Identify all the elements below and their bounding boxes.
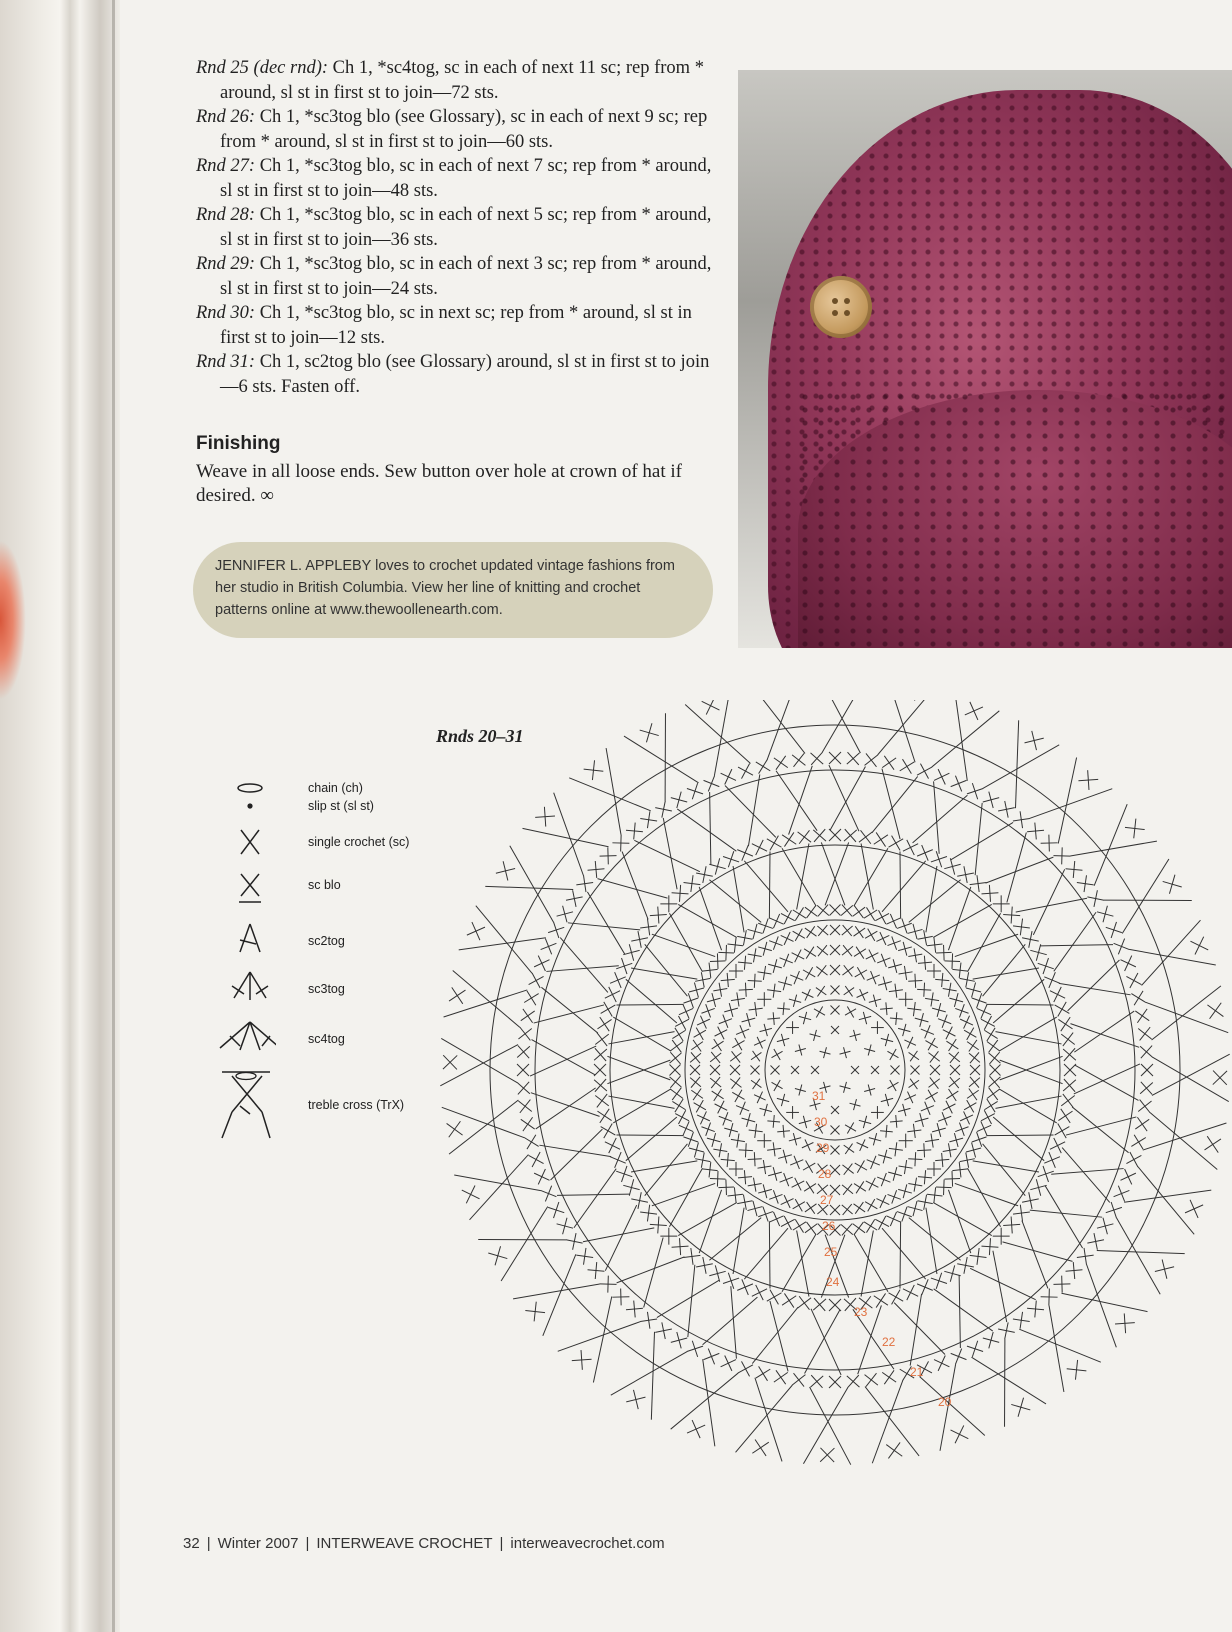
designer-bio: JENNIFER L. APPLEBY loves to crochet updated vintage fashions from her studio in British Columbia. View her line of knitting and crochet patterns online at www.thewoollenearth.com. bbox=[193, 542, 713, 638]
legend-sc2tog: sc2tog bbox=[210, 920, 440, 960]
end-mark-icon: ∞ bbox=[260, 485, 274, 506]
legend-slip-stitch: slip st (sl st) bbox=[210, 794, 440, 834]
round-label-23: 23 bbox=[854, 1305, 868, 1319]
round-label-26: 26 bbox=[822, 1219, 836, 1233]
legend-sc4tog: sc4tog bbox=[210, 1018, 440, 1058]
single-crochet-icon bbox=[210, 822, 270, 856]
magazine-website[interactable]: interweavecrochet.com bbox=[510, 1535, 665, 1552]
round-27-instruction: Rnd 27: Ch 1, *sc3tog blo, sc in each of next 7 sc; rep from * around, sl st in first st to join—48 sts. bbox=[196, 156, 712, 201]
round-instructions bbox=[196, 56, 726, 399]
adjacent-page-edge bbox=[0, 540, 26, 700]
round-31-instruction: Rnd 31: Ch 1, sc2tog blo (see Glossary) around, sl st in first st to join—6 sts. Fasten off. bbox=[196, 352, 710, 397]
round-label-27: 27 bbox=[820, 1193, 834, 1207]
round-label-28: 28 bbox=[818, 1167, 832, 1181]
page-footer: 32 | Winter 2007 | INTERWEAVE CROCHET | interweavecrochet.com bbox=[183, 1535, 665, 1552]
round-26-instruction: Rnd 26: Ch 1, *sc3tog blo (see Glossary), sc in each of next 9 sc; rep from * around, sl st in first st to join—60 sts. bbox=[196, 107, 708, 152]
treble-cross-icon bbox=[210, 1066, 274, 1146]
legend-chain: chain (ch) bbox=[210, 770, 440, 810]
round-28-instruction: Rnd 28: Ch 1, *sc3tog blo, sc in each of next 5 sc; rep from * around, sl st in first st to join—36 sts. bbox=[196, 205, 712, 250]
legend-single-crochet: single crochet (sc) bbox=[210, 822, 440, 862]
round-30-instruction: Rnd 30: Ch 1, *sc3tog blo, sc in next sc; rep from * around, sl st in first st to join—12 sts. bbox=[196, 303, 692, 348]
round-label-30: 30 bbox=[814, 1115, 828, 1129]
chart-stitches bbox=[440, 700, 1229, 1465]
legend-treble-cross: treble cross (TrX) bbox=[210, 1066, 440, 1146]
hat-button-icon bbox=[810, 276, 872, 338]
legend-sc-blo: sc blo bbox=[210, 866, 440, 906]
sc-blo-icon bbox=[210, 866, 270, 906]
diagram-title: Rnds 20–31 bbox=[436, 726, 524, 746]
round-label-24: 24 bbox=[826, 1275, 840, 1289]
round-label-31: 31 bbox=[812, 1089, 826, 1103]
sc3tog-icon bbox=[210, 968, 274, 1006]
round-label-21: 21 bbox=[910, 1365, 924, 1379]
sc4tog-icon bbox=[210, 1018, 276, 1058]
finishing-heading: Finishing bbox=[196, 433, 281, 454]
round-29-instruction: Rnd 29: Ch 1, *sc3tog blo, sc in each of next 3 sc; rep from * around, sl st in first st to join—24 sts. bbox=[196, 254, 712, 299]
round-label-29: 29 bbox=[816, 1141, 830, 1155]
page-number: 32 bbox=[183, 1535, 200, 1552]
issue-date: Winter 2007 bbox=[217, 1535, 299, 1552]
legend-sc3tog: sc3tog bbox=[210, 968, 440, 1008]
magazine-name: INTERWEAVE CROCHET bbox=[316, 1535, 493, 1552]
round-number-labels bbox=[812, 1089, 952, 1409]
finishing-text: Weave in all loose ends. Sew button over hole at crown of hat if desired. ∞ bbox=[196, 461, 683, 506]
slip-stitch-icon bbox=[210, 794, 270, 824]
hat-photo bbox=[738, 70, 1232, 648]
round-label-22: 22 bbox=[882, 1335, 896, 1349]
round-label-20: 20 bbox=[938, 1395, 952, 1409]
sc2tog-icon bbox=[210, 920, 270, 956]
round-25-instruction: Rnd 25 (dec rnd): Ch 1, *sc4tog, sc in each of next 11 sc; rep from * around, sl st in first st to join—72 sts. bbox=[196, 58, 704, 103]
page-binding bbox=[0, 0, 122, 1632]
round-label-25: 25 bbox=[824, 1245, 838, 1259]
binding-edge bbox=[112, 0, 115, 1632]
hat-brim bbox=[798, 390, 1232, 648]
crochet-chart-drawing bbox=[440, 700, 1232, 1530]
crochet-chart bbox=[440, 700, 1232, 1530]
